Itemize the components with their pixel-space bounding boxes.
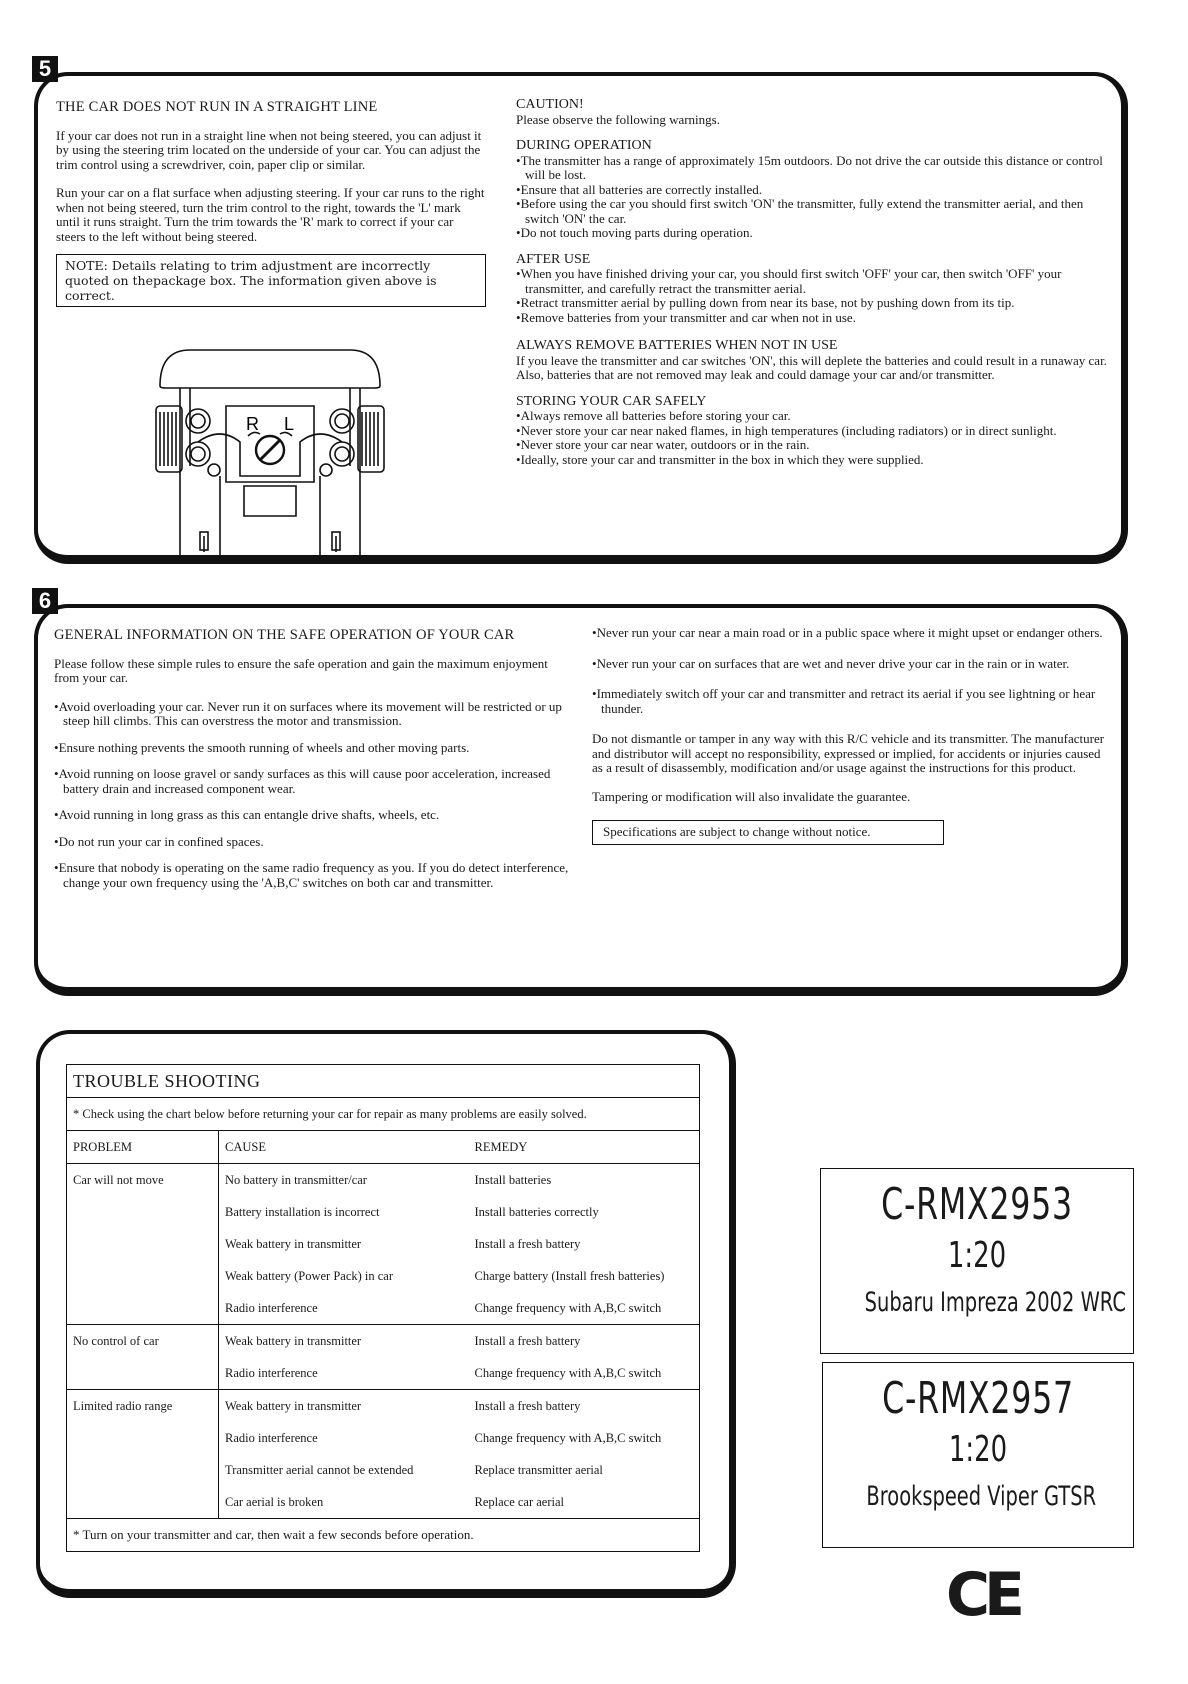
model-box-subaru [820,1168,1134,1354]
straight-line-para-2: Run your car on a flat surface when adjusting steering. If your car runs to the right when not being steered, turn the trim control to the right, towards the 'L' mark until it runs straight. Turn the trim towards the 'R' mark to correct if your car steers to the left without being steered. [56,185,485,244]
header-remedy: REMEDY [469,1131,700,1164]
straight-line-heading: THE CAR DOES NOT RUN IN A STRAIGHT LINE [56,99,378,115]
table-row [67,1390,700,1423]
list-item: • When you have finished driving your car, you should first switch 'OFF' your car, then switch 'OFF' your transmitter, and carefully retract the transmitter aerial. [516,267,1112,296]
list-item: • Never run your car near a main road or in a public space where it might upset or endanger others. [592,626,1106,641]
list-item: • Ensure that all batteries are correctly installed. [516,183,1112,198]
trouble-check-note: * Check using the chart below before returning your car for repair as many problems are easily solved. [67,1098,700,1131]
during-operation-list [516,154,1112,241]
cause-cell: Weak battery (Power Pack) in car [225,1268,394,1283]
model-name: Subaru Impreza 2002 WRC [864,1287,1126,1318]
list-item: • Never store your car near water, outdoors or in the rain. [516,438,1112,453]
caution-text: Please observe the following warnings. [516,111,720,127]
problem-cell [67,1454,219,1486]
cause-cell: Radio interference [225,1300,318,1315]
section-6-badge: 6 [32,588,58,614]
problem-cell: No control of car [67,1325,219,1358]
problem-cell [67,1422,219,1454]
table-row [67,1196,700,1228]
steering-trim-diagram [150,346,390,556]
remedy-cell: Install batteries correctly [469,1196,700,1228]
list-item: • Avoid running on loose gravel or sandy surfaces as this will cause poor acceleration, increased battery drain and increased component wear. [54,767,576,796]
trim-note-box: NOTE: Details relating to trim adjustment are incorrectly quoted on thepackage box. The information given above is correct. [56,254,486,307]
cause-cell: Weak battery in transmitter [225,1236,362,1251]
table-row [67,1260,700,1292]
model-code: C-RMX2953 [881,1179,1073,1230]
dismantle-warning: Do not dismantle or tamper in any way with this R/C vehicle and its transmitter. The manufacturer and distributor will accept no responsibility, expressed or implied, for accidents or injuries caused as a result of disassembly, modification and/or usage against the instructions for this product. [592,731,1105,775]
safe-operation-list-2 [592,626,1106,716]
model-scale: 1:20 [947,1235,1007,1276]
problem-cell: Car will not move [67,1164,219,1197]
safe-operation-right-column [592,626,1106,845]
always-remove-heading: ALWAYS REMOVE BATTERIES WHEN NOT IN USE [516,338,838,353]
problem-cell [67,1228,219,1260]
table-header-row [67,1131,700,1164]
trouble-shooting-table [66,1064,700,1552]
list-item: • Retract transmitter aerial by pulling down from near its base, not by pushing down from its tip. [516,296,1112,311]
remedy-cell: Change frequency with A,B,C switch [469,1292,700,1325]
list-item: • Ideally, store your car and transmitter in the box in which they were supplied. [516,453,1112,468]
problem-cell: Limited radio range [67,1390,219,1423]
problem-cell [67,1357,219,1390]
safe-operation-column [54,628,576,900]
table-row [67,1454,700,1486]
list-item: • Always remove all batteries before storing your car. [516,409,1112,424]
list-item: • Ensure nothing prevents the smooth running of wheels and other moving parts. [54,741,576,756]
list-item: • Avoid running in long grass as this can entangle drive shafts, wheels, etc. [54,808,576,823]
problem-cell [67,1292,219,1325]
table-row [67,1164,700,1197]
list-item: • Never run your car on surfaces that are wet and never drive your car in the rain or in water. [592,657,1106,672]
header-problem: PROBLEM [67,1131,219,1164]
after-use-heading: AFTER USE [516,251,591,267]
diagram-l-label: L [284,414,295,434]
remedy-cell: Install a fresh battery [469,1228,700,1260]
list-item: • Do not touch moving parts during operation. [516,226,1112,241]
safe-operation-list [54,700,576,891]
cause-cell: No battery in transmitter/car [225,1172,367,1187]
list-item: • Immediately switch off your car and transmitter and retract its aerial if you see lightning or hear thunder. [592,687,1106,716]
table-row [67,1292,700,1325]
ce-mark-icon: CE [946,1560,1020,1630]
model-box-viper [822,1362,1134,1548]
section-5-badge: 5 [32,56,58,82]
cause-cell: Weak battery in transmitter [219,1325,469,1358]
cause-cell: Radio interference [225,1430,318,1445]
table-row [67,1486,700,1519]
spec-change-notice: Specifications are subject to change without notice. [592,820,944,845]
table-row [67,1325,700,1358]
list-item: • Before using the car you should first switch 'ON' the transmitter, fully extend the transmitter aerial, and then switch 'ON' the car. [516,197,1112,226]
problem-cell [67,1196,219,1228]
remedy-cell: Install batteries [469,1164,700,1197]
storing-heading: STORING YOUR CAR SAFELY [516,393,707,409]
remedy-cell: Install a fresh battery [469,1390,700,1423]
list-item: • Avoid overloading your car. Never run it on surfaces where its movement will be restricted or up steep hill climbs. This can overstress the motor and transmission. [54,700,576,729]
storing-list [516,409,1112,467]
remedy-cell: Change frequency with A,B,C switch [469,1422,700,1454]
list-item: • Never store your car near naked flames, in high temperatures (including radiators) or in direct sunlight. [516,424,1112,439]
always-remove-text: If you leave the transmitter and car switches 'ON', this will deplete the batteries and could result in a runaway car. Also, batteries that are not removed may leak and could damage your car and/or transmitter. [516,352,1107,382]
remedy-cell: Charge battery (Install fresh batteries) [469,1260,700,1292]
list-item: • Remove batteries from your transmitter and car when not in use. [516,311,1112,326]
list-item: • Ensure that nobody is operating on the same radio frequency as you. If you do detect interference, change your own frequency using the 'A,B,C' switches on both car and transmitter. [54,861,576,890]
remedy-cell: Replace car aerial [469,1486,700,1519]
remedy-cell: Replace transmitter aerial [469,1454,700,1486]
cause-cell: Transmitter aerial cannot be extended [225,1462,414,1477]
during-operation-heading: DURING OPERATION [516,138,652,153]
straight-line-column [56,100,486,307]
caution-column [516,98,1112,477]
model-code: C-RMX2957 [882,1373,1074,1424]
after-use-list [516,267,1112,325]
problem-cell [67,1486,219,1519]
straight-line-para-1: If your car does not run in a straight line when not being steered, you can adjust it by using the steering trim located on the underside of your car. You can adjust the trim control using a screwdriver, coin, paper clip or similar. [56,127,482,172]
tampering-note: Tampering or modification will also invalidate the guarantee. [592,788,911,804]
diagram-r-label: R [246,414,259,434]
trouble-shooting-title: TROUBLE SHOOTING [67,1065,700,1098]
safe-operation-intro: Please follow these simple rules to ensure the safe operation and gain the maximum enjoyment from your car. [54,655,548,685]
remedy-cell: Install a fresh battery [469,1325,700,1358]
list-item: • The transmitter has a range of approximately 15m outdoors. Do not drive the car outside this distance or control will be lost. [516,154,1112,183]
caution-heading: CAUTION! [516,97,584,112]
model-name: Brookspeed Viper GTSR [866,1481,1097,1512]
table-row [67,1422,700,1454]
safe-operation-heading: GENERAL INFORMATION ON THE SAFE OPERATION OF YOUR CAR [54,627,515,643]
list-item: • Do not run your car in confined spaces. [54,835,576,850]
remedy-cell: Change frequency with A,B,C switch [469,1357,700,1390]
table-row [67,1228,700,1260]
trouble-footer-note: * Turn on your transmitter and car, then wait a few seconds before operation. [67,1519,700,1552]
cause-cell: Battery installation is incorrect [225,1204,380,1219]
table-row [67,1357,700,1390]
cause-cell: Weak battery in transmitter [219,1390,469,1423]
header-cause: CAUSE [219,1131,469,1164]
cause-cell: Radio interference [225,1365,318,1380]
problem-cell [67,1260,219,1292]
cause-cell: Car aerial is broken [225,1494,324,1509]
model-scale: 1:20 [948,1429,1008,1470]
